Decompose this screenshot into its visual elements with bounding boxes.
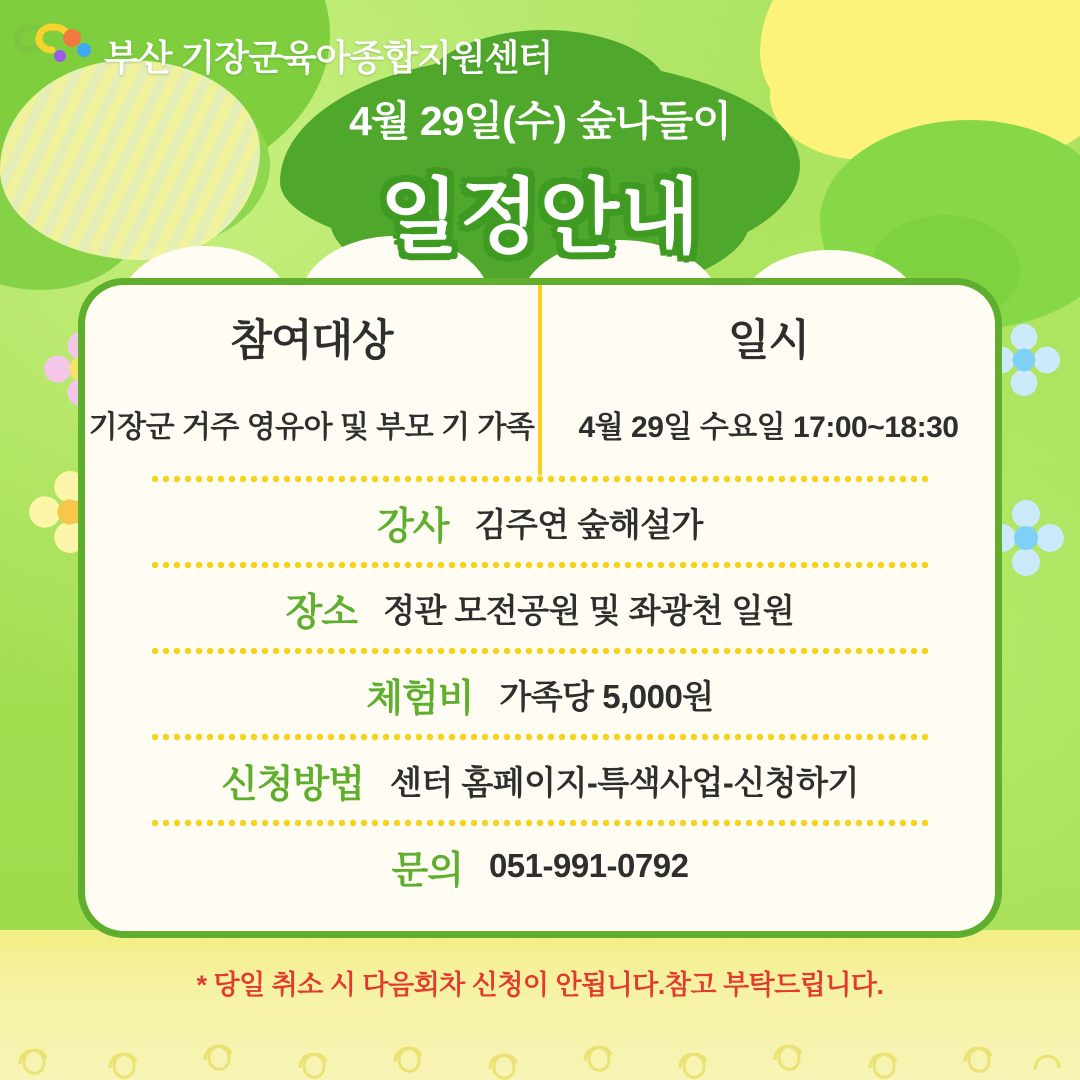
info-label-place: 장소 (285, 591, 358, 634)
divider-dotted-2 (147, 561, 933, 569)
divider-dotted-4 (147, 733, 933, 741)
info-row-place (85, 569, 995, 647)
schedule-card (78, 278, 1002, 938)
info-label-instructor: 강사 (377, 505, 449, 548)
center-name: 부산 기장군육아종합지원센터 (104, 37, 553, 78)
info-value-apply: 센터 홈페이지-특색사업-신청하기 (389, 763, 859, 801)
page-title: 일정안내 (379, 172, 701, 263)
info-row-instructor (85, 483, 995, 561)
info-label-fee: 체험비 (366, 677, 474, 720)
column-participants-title: 참여대상 (230, 317, 393, 365)
info-row-apply (85, 741, 995, 819)
column-participants (85, 285, 542, 475)
info-value-place: 정관 모전공원 및 좌광천 일원 (383, 591, 795, 629)
column-datetime-value: 4월 29일 수요일 17:00~18:30 (578, 411, 959, 444)
info-row-fee (85, 655, 995, 733)
divider-dotted-1 (147, 475, 933, 483)
decor-grass-swirls (0, 994, 1080, 1080)
column-datetime-title: 일시 (727, 317, 810, 365)
info-value-fee: 가족당 5,000원 (499, 677, 714, 715)
column-datetime (542, 285, 995, 475)
card-header-columns (85, 285, 995, 475)
poster-subtitle: 4월 29일(수) 숲나들이 (349, 98, 731, 144)
divider-dotted-5 (147, 819, 933, 827)
footer-note: * 당일 취소 시 다음회차 신청이 안됩니다.참고 부탁드립니다. (196, 970, 884, 1000)
divider-dotted-3 (147, 647, 933, 655)
info-label-apply: 신청방법 (221, 763, 364, 806)
info-label-contact: 문의 (391, 849, 463, 892)
column-participants-value: 기장군 거주 영유아 및 부모 기 가족 (88, 411, 535, 444)
info-value-instructor: 김주연 숲해설가 (474, 505, 703, 543)
info-value-contact: 051-991-0792 (488, 847, 689, 884)
sc-logo-icon (14, 22, 98, 78)
info-row-contact (85, 827, 995, 905)
